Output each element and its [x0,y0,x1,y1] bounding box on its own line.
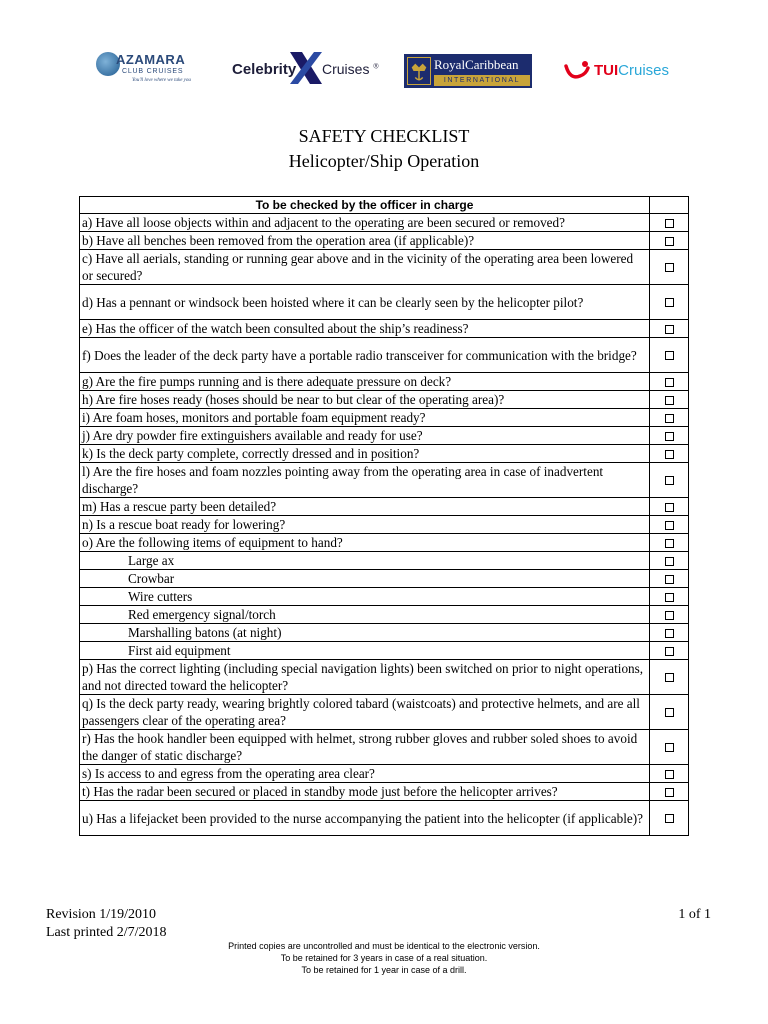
checkbox-cell [650,534,689,552]
checklist-question-text: o) Are the following items of equipment to hand? [82,535,343,550]
checkbox-icon[interactable] [665,557,674,566]
table-row [80,695,689,730]
checklist-question-text: u) Has a lifejacket been provided to the nurse accompanying the patient into the helicopter (if applicable)? [82,810,643,826]
checklist-question-text: e) Has the officer of the watch been consulted about the ship’s readiness? [82,321,469,336]
checklist-question [80,427,650,445]
checklist-question [80,373,650,391]
checkbox-icon[interactable] [665,629,674,638]
checklist-question [80,463,650,498]
checkbox-cell [650,427,689,445]
checkbox-cell [650,373,689,391]
table-row [80,214,689,232]
checkbox-icon[interactable] [665,673,674,682]
checkbox-cell [650,516,689,534]
celebrity-logo [230,46,380,94]
checklist-question [80,232,650,250]
checkbox-cell [650,730,689,765]
checkbox-icon[interactable] [665,450,674,459]
checklist-question [80,783,650,801]
checkbox-icon[interactable] [665,351,674,360]
table-row [80,534,689,552]
checkbox-icon[interactable] [665,325,674,334]
azamara-logo-tagline: You'll love where we take you [132,78,191,83]
checklist-question [80,695,650,730]
table-row [80,498,689,516]
table-row [80,660,689,695]
table-row [80,427,689,445]
table-row [80,624,689,642]
table-row [80,570,689,588]
checkbox-cell [650,391,689,409]
checkbox-cell [650,320,689,338]
checklist-question-text: p) Has the correct lighting (including special navigation lights) been switched on prior to night operations, and not directed toward the helicopter? [82,661,644,693]
checkbox-icon[interactable] [665,432,674,441]
checklist-question-text: n) Is a rescue boat ready for lowering? [82,517,286,532]
checklist-question [80,391,650,409]
checklist-body [80,214,689,836]
tui-logo-name: TUICruises [594,62,670,79]
checklist-question [80,801,650,836]
crown-anchor-icon [407,57,431,85]
checkbox-icon[interactable] [665,503,674,512]
checkbox-icon[interactable] [665,263,674,272]
checkbox-icon[interactable] [665,298,674,307]
checkbox-cell [650,338,689,373]
checkbox-icon[interactable] [665,476,674,485]
checkbox-cell [650,445,689,463]
table-row [80,588,689,606]
table-row [80,391,689,409]
document-subtitle: Helicopter/Ship Operation [288,151,480,171]
checklist-question [80,765,650,783]
checklist-question [80,516,650,534]
checkbox-icon[interactable] [665,611,674,620]
celebrity-logo-name: Celebrity [232,61,297,78]
table-row [80,801,689,836]
checklist-question [80,285,650,320]
checkbox-cell [650,250,689,285]
checkbox-cell [650,695,689,730]
checklist-question-text: g) Are the fire pumps running and is there adequate pressure on deck? [82,374,452,389]
footer-note-uncontrolled: Printed copies are uncontrolled and must be identical to the electronic version. [228,941,540,951]
checkbox-icon[interactable] [665,219,674,228]
checkbox-icon[interactable] [665,539,674,548]
checklist-question-text: s) Is access to and egress from the operating area clear? [82,766,375,781]
checklist-question-text: k) Is the deck party complete, correctly dressed and in position? [82,446,420,461]
celebrity-x-icon [288,50,324,86]
checklist-question [80,552,650,570]
azamara-logo-name: AZAMARA [116,52,186,67]
checklist-question-text: a) Have all loose objects within and adjacent to the operating are been secured or removed? [82,215,565,230]
checkbox-cell [650,409,689,427]
checkbox-icon[interactable] [665,237,674,246]
checkbox-column-header [650,197,689,214]
checklist-question-text: Crowbar [128,571,175,586]
checkbox-cell [650,498,689,516]
checklist-question-text: b) Have all benches been removed from the operation area (if applicable)? [82,233,475,248]
checklist-question [80,250,650,285]
checklist-question-text: r) Has the hook handler been equipped with helmet, strong rubber gloves and rubber soled shoes to avoid the danger of static discharge? [82,731,638,763]
checklist-question-text: Red emergency signal/torch [128,607,276,622]
checkbox-icon[interactable] [665,814,674,823]
checkbox-cell [650,214,689,232]
safety-checklist-table [79,196,689,836]
checkbox-cell [650,624,689,642]
tui-cruises-logo [562,46,682,94]
checkbox-icon[interactable] [665,647,674,656]
checkbox-icon[interactable] [665,414,674,423]
checklist-question [80,320,650,338]
checkbox-icon[interactable] [665,378,674,387]
celebrity-logo-cruises: Cruises ® [322,61,379,77]
table-row [80,783,689,801]
table-row [80,409,689,427]
checklist-question [80,534,650,552]
checkbox-cell [650,285,689,320]
checklist-question-text: c) Have all aerials, standing or running gear above and in the vicinity of the operating area been lowered or secured? [82,251,634,283]
checkbox-cell [650,552,689,570]
revision-date: Revision 1/19/2010 [46,907,157,922]
checkbox-icon[interactable] [665,575,674,584]
checklist-question-text: i) Are foam hoses, monitors and portable foam equipment ready? [82,410,426,425]
table-row [80,250,689,285]
footer-note-real-situation: To be retained for 3 years in case of a real situation. [280,953,488,963]
tui-smile-icon [564,60,592,82]
checklist-question [80,660,650,695]
table-header-row [80,197,689,214]
checklist-question [80,409,650,427]
checklist-question-text: d) Has a pennant or windsock been hoisted where it can be clearly seen by the helicopter pilot? [82,294,584,310]
checkbox-cell [650,232,689,250]
checkbox-icon[interactable] [665,788,674,797]
checkbox-cell [650,570,689,588]
checklist-question [80,445,650,463]
table-row [80,320,689,338]
checklist-question-text: m) Has a rescue party been detailed? [82,499,277,514]
checklist-question [80,338,650,373]
checkbox-icon[interactable] [665,396,674,405]
page-number: 1 of 1 [678,907,711,922]
checkbox-icon[interactable] [665,743,674,752]
table-row [80,463,689,498]
table-header: To be checked by the officer in charge [80,197,650,214]
checklist-question [80,498,650,516]
checklist-question-text: q) Is the deck party ready, wearing brightly colored tabard (waistcoats) and protective helmets, and are all passengers clear of the operating area? [82,696,640,728]
checklist-question-text: t) Has the radar been secured or placed in standby mode just before the helicopter arrives? [82,784,558,799]
document-title: SAFETY CHECKLIST [298,126,470,146]
checkbox-cell [650,660,689,695]
checklist-question [80,642,650,660]
checklist-question-text: First aid equipment [128,643,231,658]
checklist-question [80,214,650,232]
checklist-question-text: h) Are fire hoses ready (hoses should be near to but clear of the operating area)? [82,392,505,407]
checklist-question-text: j) Are dry powder fire extinguishers available and ready for use? [82,428,423,443]
checkbox-icon[interactable] [665,708,674,717]
checklist-question-text: Large ax [128,553,175,568]
table-row [80,445,689,463]
table-row [80,516,689,534]
checkbox-icon[interactable] [665,521,674,530]
checkbox-cell [650,783,689,801]
checklist-question [80,730,650,765]
azamara-logo-sub: CLUB CRUISES [122,68,184,75]
table-row [80,338,689,373]
table-row [80,232,689,250]
table-row [80,606,689,624]
royal-caribbean-logo-name: RoyalCaribbean [434,57,519,72]
royal-caribbean-logo [404,46,534,94]
logo-bar [94,46,684,96]
checkbox-cell [650,606,689,624]
checklist-question-text: f) Does the leader of the deck party have a portable radio transceiver for communication with the bridge? [82,347,637,363]
checkbox-cell [650,463,689,498]
royal-caribbean-logo-sub: INTERNATIONAL [434,75,530,86]
checkbox-cell [650,801,689,836]
last-printed-date: Last printed 2/7/2018 [46,925,167,940]
table-row [80,285,689,320]
checkbox-icon[interactable] [665,770,674,779]
table-row [80,373,689,391]
azamara-logo [94,46,212,94]
checkbox-icon[interactable] [665,593,674,602]
table-row [80,552,689,570]
checkbox-cell [650,588,689,606]
checklist-question [80,588,650,606]
table-row [80,765,689,783]
footer-note-drill: To be retained for 1 year in case of a drill. [301,965,467,975]
table-row [80,642,689,660]
checklist-question [80,606,650,624]
checklist-question-text: Wire cutters [128,589,193,604]
checklist-question [80,570,650,588]
checklist-question [80,624,650,642]
checkbox-cell [650,765,689,783]
checkbox-cell [650,642,689,660]
checklist-question-text: Marshalling batons (at night) [128,625,282,640]
checklist-question-text: l) Are the fire hoses and foam nozzles pointing away from the operating area in case of inadvertent discharge? [82,464,604,496]
table-row [80,730,689,765]
